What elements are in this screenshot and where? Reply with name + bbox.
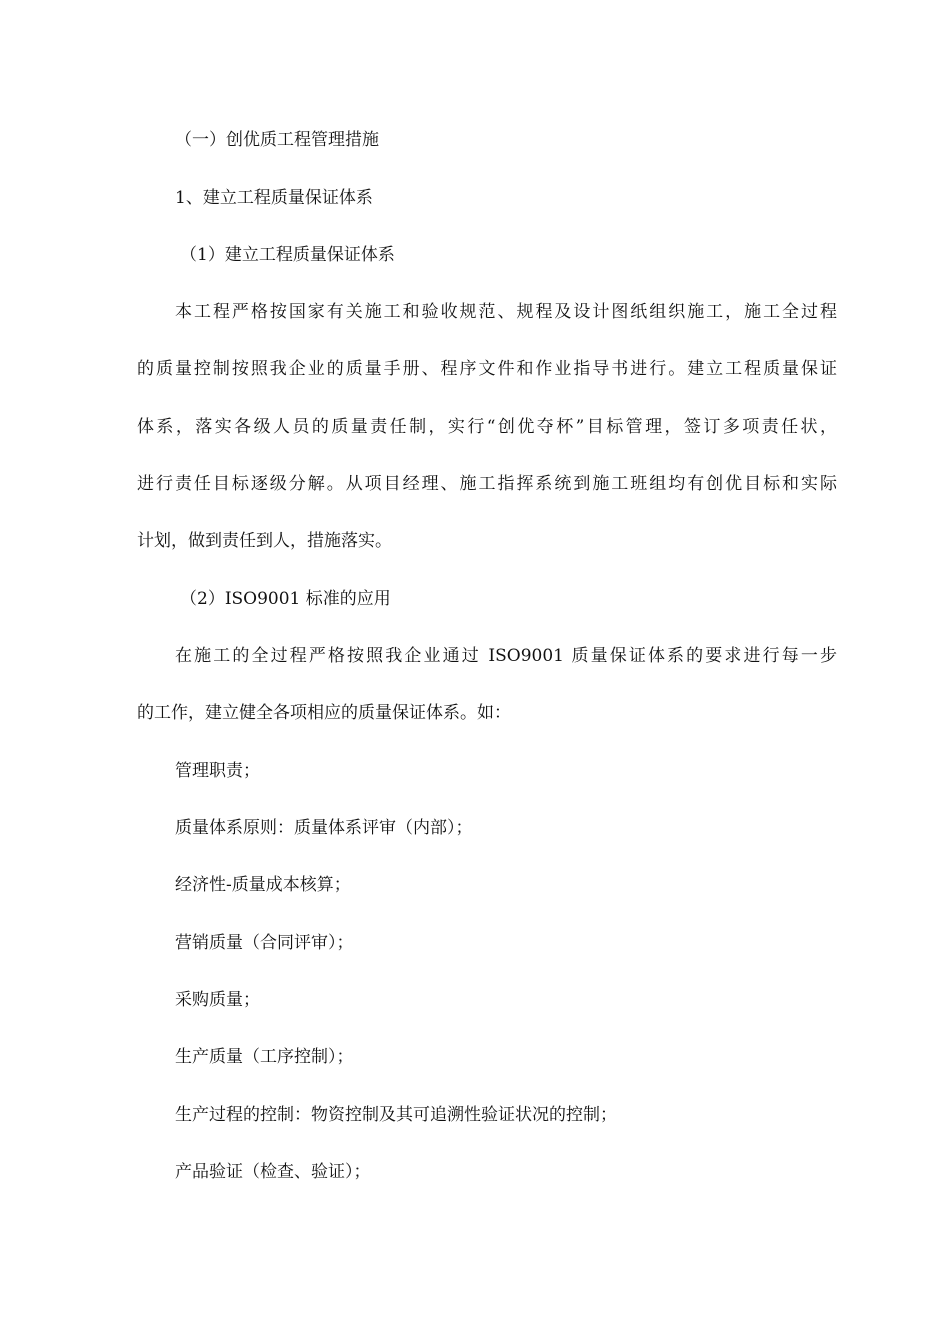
list-item: 生产过程的控制：物资控制及其可追溯性验证状况的控制； (175, 1105, 617, 1125)
paragraph-line: 的工作，建立健全各项相应的质量保证体系。如： (137, 703, 511, 723)
list-item: 产品验证（检查、验证）； (175, 1162, 371, 1182)
section-title: 1、建立工程质量保证体系 (175, 188, 373, 208)
paragraph-line: 本工程严格按国家有关施工和验收规范、规程及设计图纸组织施工，施工全过程 (175, 302, 837, 322)
heading: （一）创优质工程管理措施 (175, 130, 379, 150)
subsection-title: （2）ISO9001 标准的应用 (180, 589, 391, 609)
list-item: 管理职责； (175, 761, 260, 781)
paragraph-line: 体系，落实各级人员的质量责任制，实行“创优夺杯”目标管理，签订多项责任状， (137, 417, 837, 437)
list-item: 质量体系原则：质量体系评审（内部）； (175, 818, 473, 838)
subsection-title: （1）建立工程质量保证体系 (180, 245, 395, 265)
list-item: 生产质量（工序控制）； (175, 1047, 354, 1067)
list-item: 采购质量； (175, 990, 260, 1010)
paragraph-line: 的质量控制按照我企业的质量手册、程序文件和作业指导书进行。建立工程质量保证 (137, 359, 837, 379)
paragraph-line: 在施工的全过程严格按照我企业通过 ISO9001 质量保证体系的要求进行每一步 (175, 646, 837, 666)
paragraph-line: 进行责任目标逐级分解。从项目经理、施工指挥系统到施工班组均有创优目标和实际 (137, 474, 837, 494)
paragraph-line: 计划，做到责任到人，措施落实。 (137, 531, 392, 551)
list-item: 经济性-质量成本核算； (175, 875, 351, 895)
list-item: 营销质量（合同评审）； (175, 933, 354, 953)
